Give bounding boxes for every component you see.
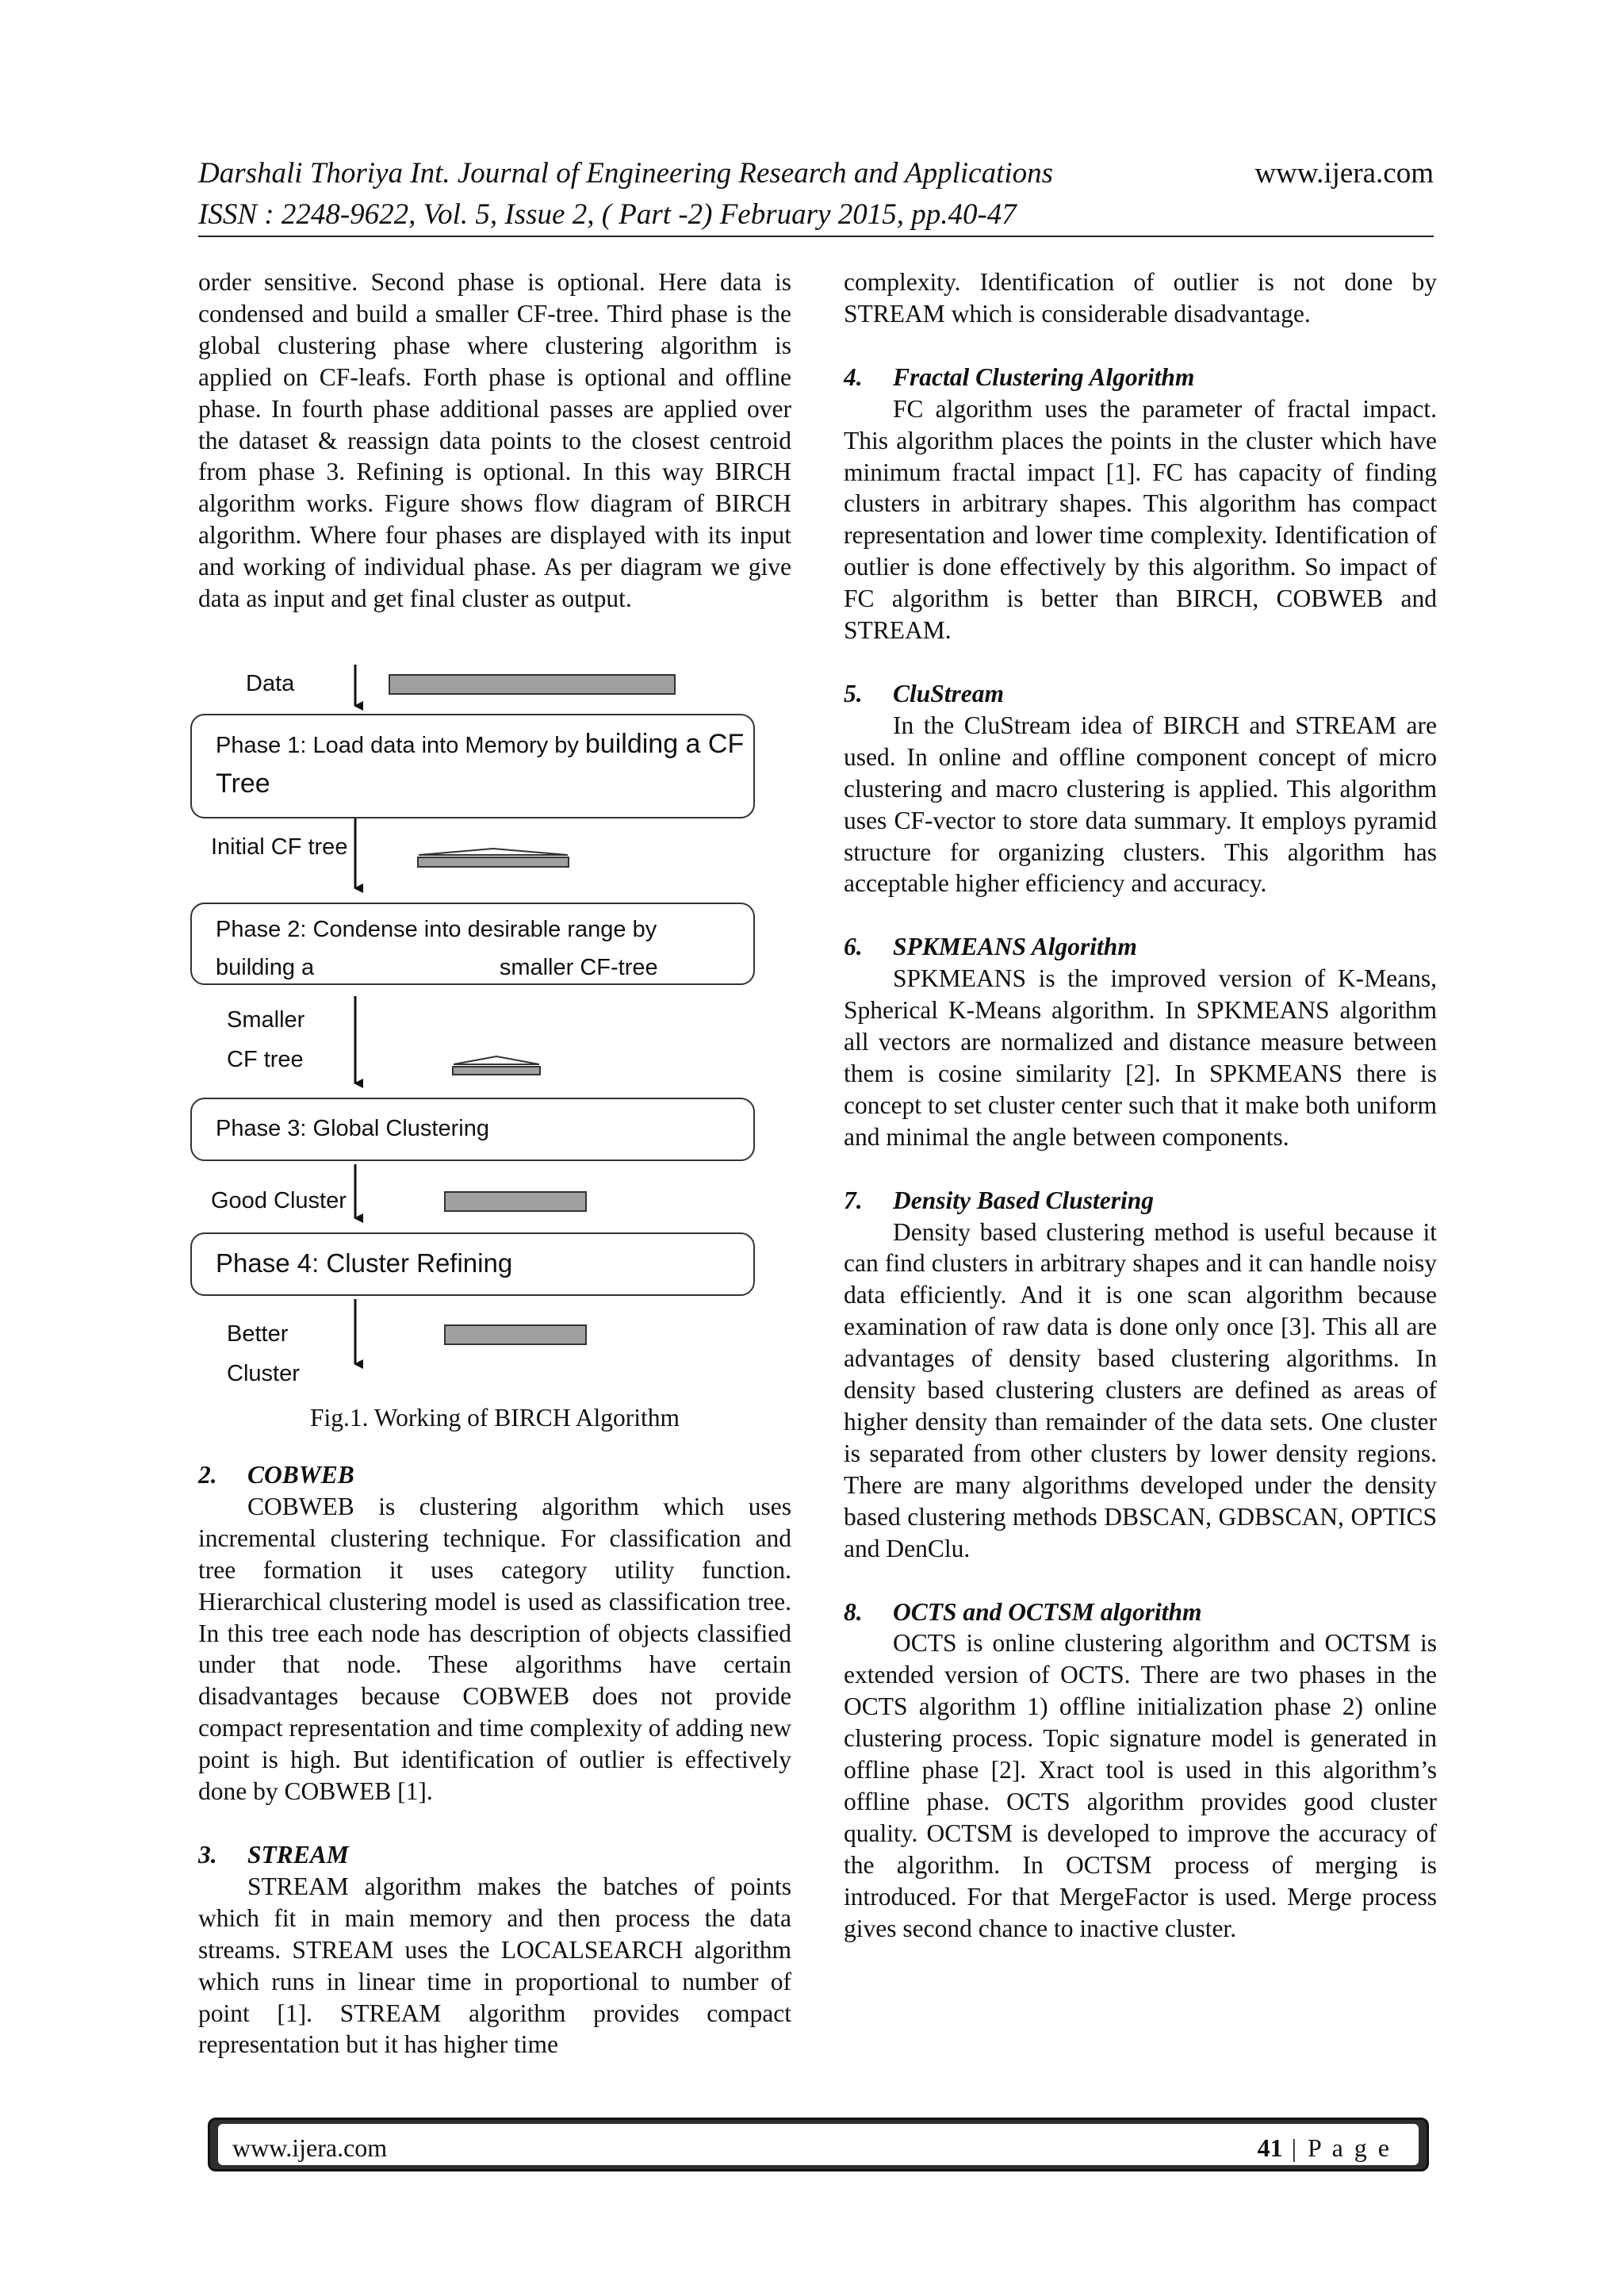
intro-paragraph: order sensitive. Second phase is optional. Here data is condensed and build a smaller CF-tree. Third phase is the global clustering phase where clustering algorithm is applied on CF-leafs. Forth phase is optional and offline phase. In fourth phase additional passes are applied over the dataset & reassign data points to the closest centroid from phase 3. Refining is optional. In this way BIRCH algorithm works. Figure shows flow diagram of BIRCH algorithm. Where four phases are displayed with its input and working of individual phase. As per diagram we give data as input and get final cluster as output. [198,268,791,613]
section-3-heading: 3. STREAM [198,1840,349,1869]
phase-1-box [190,714,755,818]
header-rule [198,236,1434,237]
label-smaller: Smaller [227,1007,305,1033]
figure-caption: Fig.1. Working of BIRCH Algorithm [310,1404,680,1432]
section-8-heading: 8. OCTS and OCTSM algorithm [844,1597,1202,1626]
density-paragraph: Density based clustering method is useful because it can find clusters in arbitrary shapes and it can handle noisy data efficiently. And it is one scan algorithm because examination of raw data is done only once [3]. This all are advantages of density based clustering algorithms. In density based clustering clusters are defined as areas of higher density than remainder of the data sets. One cluster is separated from other clusters by lower density regions. There are many algorithms developed under the density based clustering methods DBSCAN, GDBSCAN, OPTICS and DenClu. [844,1217,1437,1562]
phase-4-text: Phase 4: Cluster Refining [216,1248,513,1278]
data-bar [389,674,676,695]
label-data: Data [246,671,295,696]
spkmeans-paragraph: SPKMEANS is the improved version of K-Means, Spherical K-Means algorithm. In SPKMEANS algorithm all vectors are normalized and distance measure between them is cosine similarity [2]. In SPKMEANS there is concept to set cluster center such that it make both uniform and minimal the angle between components. [844,964,1437,1151]
clustream-paragraph: In the CluStream idea of BIRCH and STREAM are used. In online and offline component concept of micro clustering and macro clustering is applied. This algorithm uses CF-vector to store data summary. It employs pyramid structure for organizing clusters. This algorithm has acceptable higher efficiency and accuracy. [844,711,1437,898]
right-column [844,266,1437,1945]
left-column [198,266,791,615]
journal-title: Darshali Thoriya Int. Journal of Engineering Research and Applications [198,157,1054,190]
footer-page-number: 41 | P a g e [1257,2133,1392,2162]
footer-website[interactable]: www.ijera.com [232,2133,388,2162]
label-better: Better [227,1321,289,1347]
cobweb-paragraph: COBWEB is clustering algorithm which uses incremental clustering technique. For classification and tree formation it uses category utility function. Hierarchical clustering model is used as classification tree. In this tree each node has description of objects classified under that node. These algorithms have certain disadvantages because COBWEB does not provide compact representation and time complexity of adding new point is high. But identification of outlier is effectively done by COBWEB [1]. [198,1492,791,1806]
label-initial-cf-tree: Initial CF tree [211,834,348,860]
phase-1-text: Phase 1: Load data into Memory by [216,733,585,758]
section-4-heading: 4. Fractal Clustering Algorithm [844,362,1195,391]
phase-3-text: Phase 3: Global Clustering [216,1116,489,1141]
smaller-cf-tree-bar [452,1066,541,1075]
section-6-heading: 6. SPKMEANS Algorithm [844,933,1137,961]
good-cluster-bar [444,1191,587,1212]
label-cluster: Cluster [227,1361,300,1386]
phase-4-box [190,1232,755,1296]
section-2-heading: 2. COBWEB [198,1461,354,1489]
footer-inner [218,2124,1419,2165]
section-5-heading: 5. CluStream [844,679,1005,707]
issn-line: ISSN : 2248-9622, Vol. 5, Issue 2, ( Part -2) February 2015, pp.40-47 [198,198,1017,231]
label-cf-tree: CF tree [227,1047,304,1072]
birch-flow-diagram [182,665,809,1394]
stream-continued-paragraph: complexity. Identification of outlier is not done by STREAM which is considerable disadvantage. [844,268,1437,328]
smaller-cf-tree-icon [454,1056,539,1064]
initial-cf-tree-bar [417,857,569,868]
phase-2-text-line2: building a smaller CF-tree [216,955,658,980]
octs-paragraph: OCTS is online clustering algorithm and OCTSM is extended version of OCTS. There are two phases in the OCTS algorithm 1) offline initialization phase 2) online clustering process. Topic signature model is generated in offline phase [2]. Xract tool is used in this algorithm’s offline phase. OCTS algorithm provides good cluster quality. OCTSM is developed to improve the accuracy of the algorithm. In OCTSM process of merging is introduced. For that MergeFactor is used. Merge process gives second chance to inactive cluster. [844,1629,1437,1942]
label-good-cluster: Good Cluster [211,1188,347,1213]
fractal-paragraph: FC algorithm uses the parameter of fractal impact. This algorithm places the points in the cluster which have minimum fractal impact [1]. FC has capacity of finding clusters in arbitrary shapes. This algorithm has compact representation and lower time complexity. Identification of outlier is done effectively by this algorithm. So impact of FC algorithm is better than BIRCH, COBWEB and STREAM. [844,394,1437,645]
phase-2-text-line1: Phase 2: Condense into desirable range by [216,917,657,942]
phase-2-box [190,903,755,985]
page-footer [208,2118,1429,2171]
better-cluster-bar [444,1324,587,1345]
stream-paragraph: STREAM algorithm makes the batches of points which fit in main memory and then process the data streams. STREAM uses the LOCALSEARCH algorithm which runs in linear time in proportional to number of point [1]. STREAM algorithm provides compact representation but it has higher time [198,1872,791,2059]
journal-website[interactable]: www.ijera.com [1254,157,1434,190]
initial-cf-tree-icon [419,849,568,855]
phase-3-box [190,1098,755,1161]
left-column-lower [198,1459,791,2060]
phase-1-text-large: building a CF Tree [216,729,745,799]
section-7-heading: 7. Density Based Clustering [844,1186,1155,1214]
